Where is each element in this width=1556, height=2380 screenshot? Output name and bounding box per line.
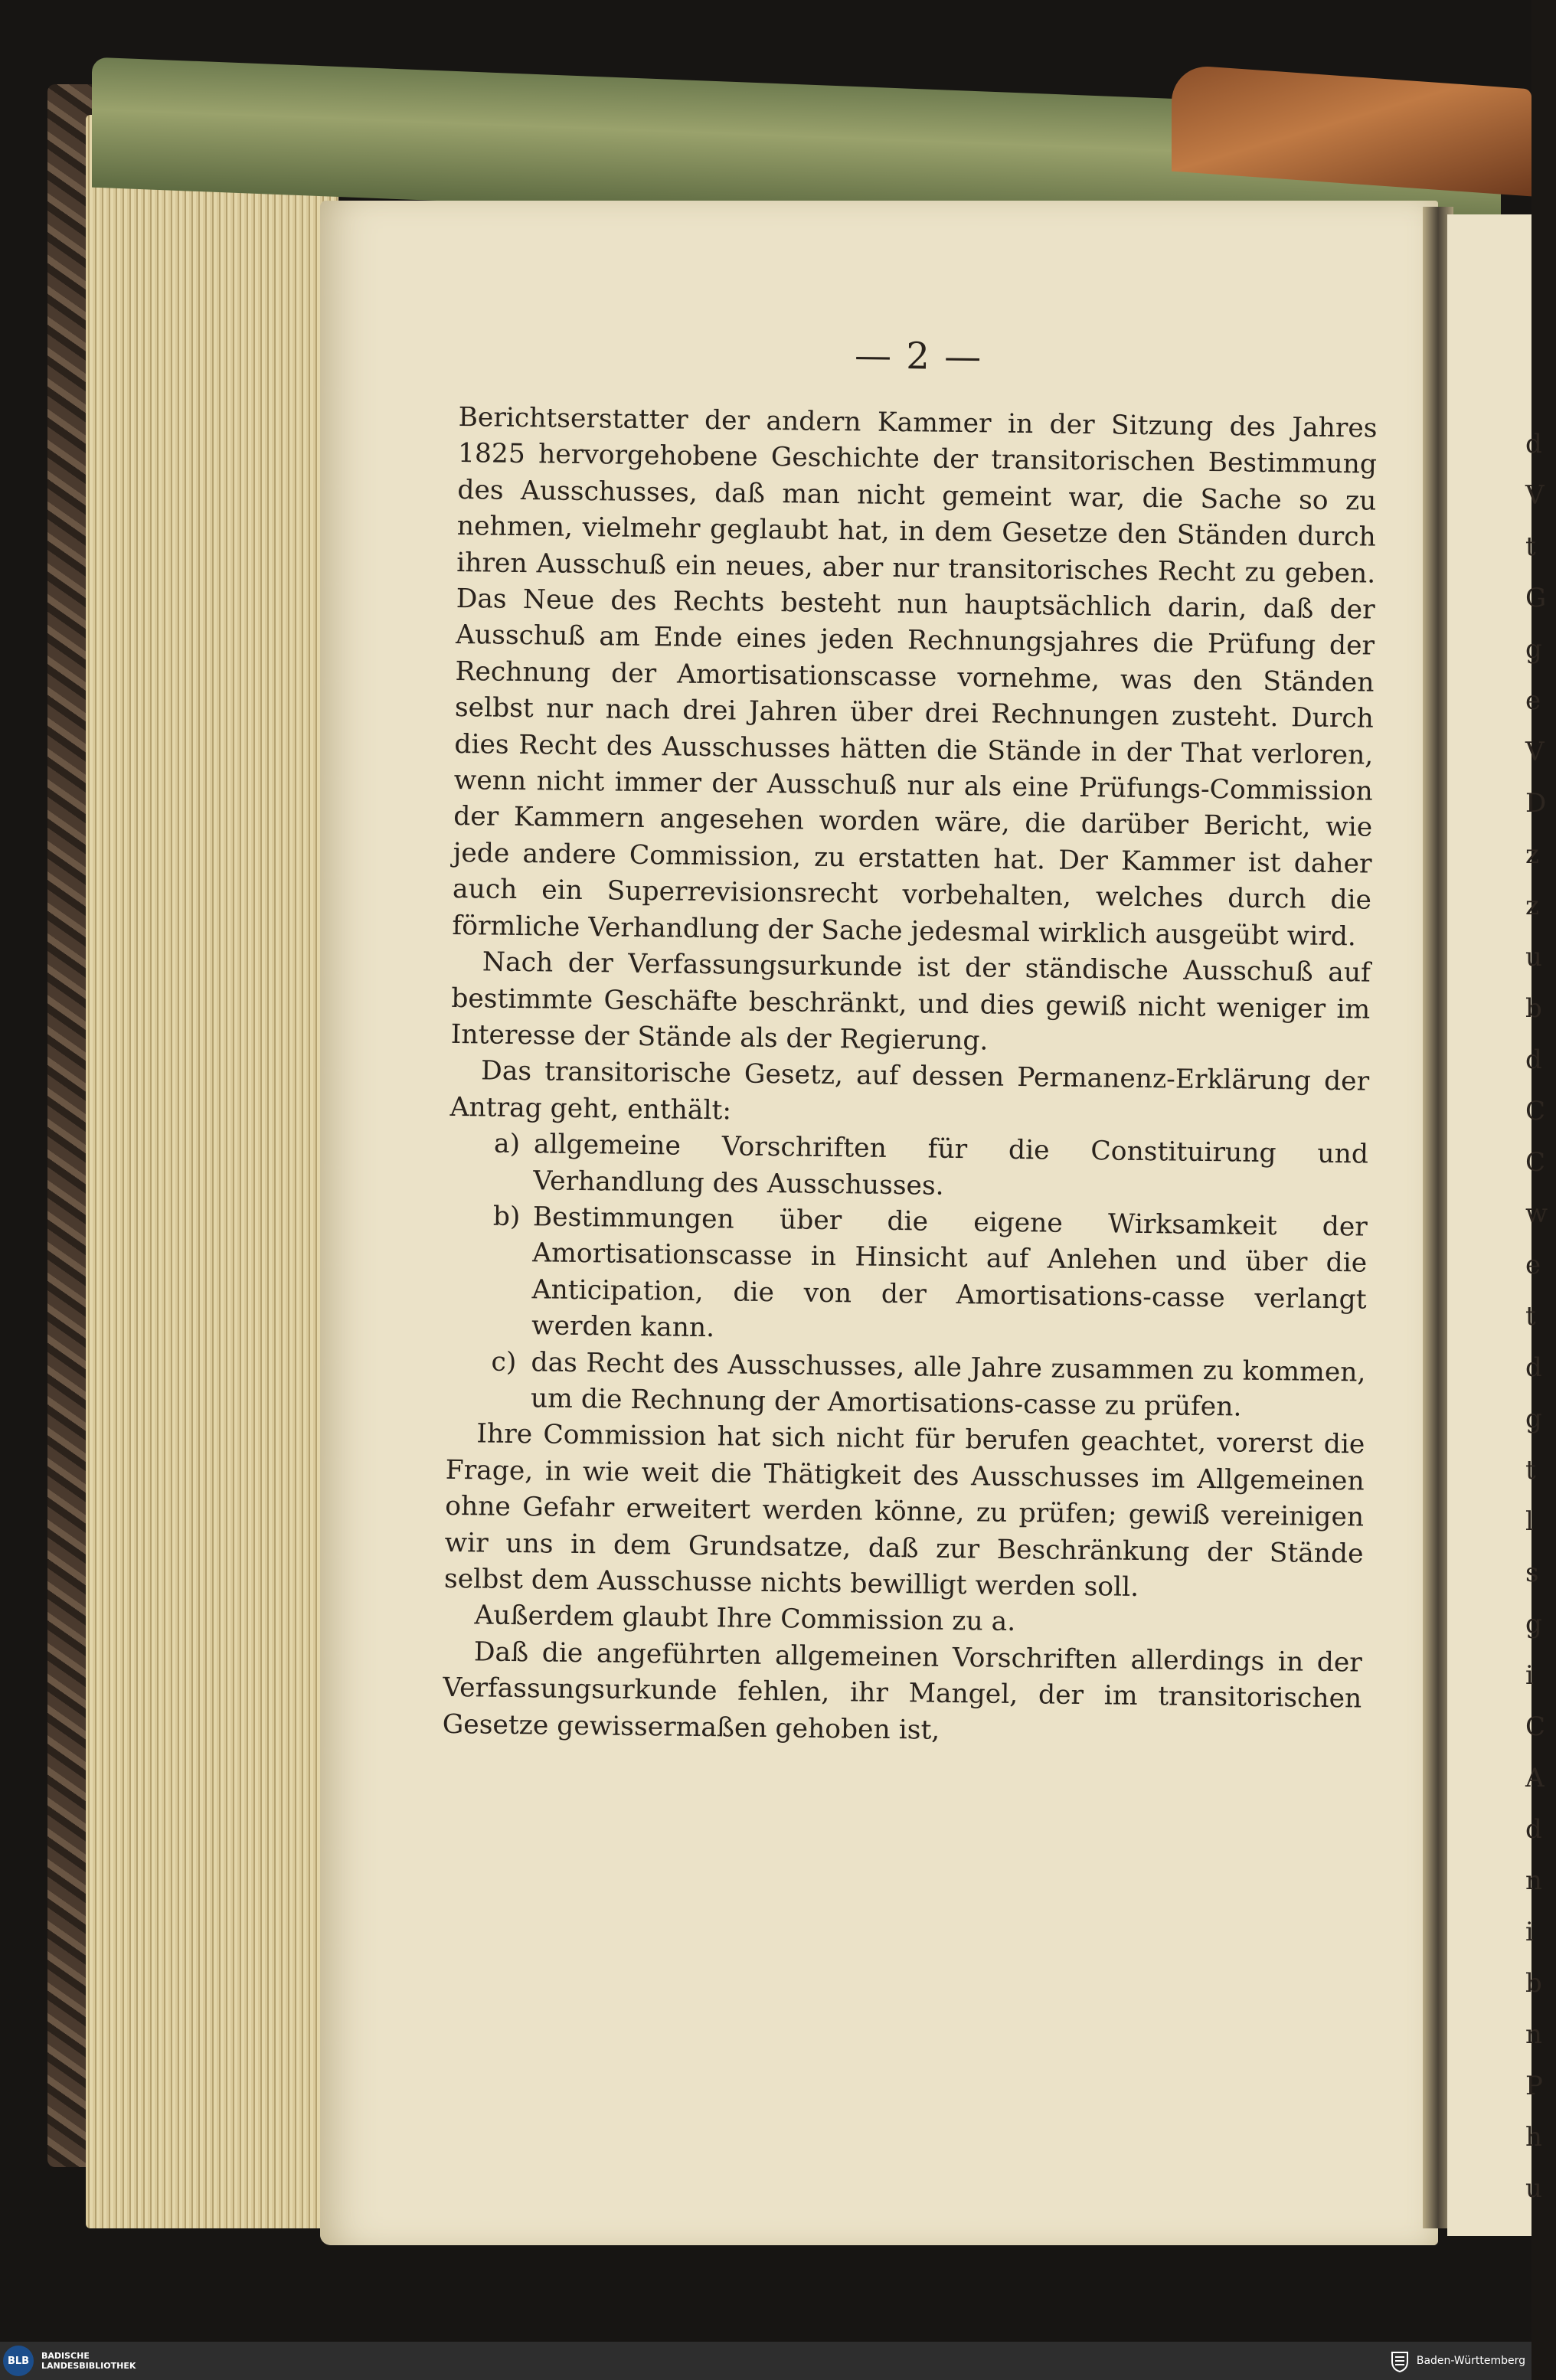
right-page-fragment: i [1525, 1917, 1534, 1947]
right-page-fragment: l [1525, 1506, 1534, 1537]
coat-of-arms-icon [1389, 2349, 1411, 2372]
right-page-fragment: d [1525, 1352, 1542, 1383]
page-text [442, 329, 1378, 1754]
list-item [449, 1126, 1368, 1209]
region-brand [1389, 2349, 1525, 2372]
right-page-fragment: g [1525, 1609, 1542, 1640]
right-page-fragment: D [1525, 788, 1547, 819]
library-brand [3, 2346, 136, 2376]
right-page-fragment: g [1525, 1404, 1542, 1434]
viewer-footer [0, 2342, 1531, 2380]
list-item-text: das Recht des Ausschusses, alle Jahre zusammen zu kommen, um die Rechnung der Amortisations-casse zu prüfen. [530, 1346, 1366, 1423]
list-item-label: a) [493, 1128, 521, 1160]
right-page-fragment: V [1525, 737, 1545, 767]
right-page-fragment: d [1525, 1814, 1542, 1845]
list-item-label: b) [492, 1201, 521, 1232]
right-page-fragment: b [1525, 993, 1542, 1024]
right-page-fragment: G [1525, 583, 1547, 613]
right-page-fragment: s [1525, 1558, 1539, 1588]
right-page-fragment: C [1525, 1096, 1546, 1126]
right-page-edge [1447, 214, 1531, 2236]
library-name-line1: BADISCHE [41, 2351, 90, 2361]
right-page-fragment: t [1525, 531, 1536, 562]
list-item [447, 1198, 1368, 1355]
right-page-fragment: g [1525, 634, 1542, 665]
right-page-fragment: d [1525, 1045, 1542, 1075]
right-page-fragment: h [1525, 2122, 1542, 2153]
right-page-fragment: z [1525, 891, 1539, 921]
region-name: Baden-Württemberg [1416, 2355, 1525, 2367]
right-page-fragment: C [1525, 1147, 1546, 1178]
right-page-fragment: d [1525, 429, 1542, 459]
right-page-fragment: u [1525, 942, 1542, 973]
paragraph: Ihre Commission hat sich nicht für berufen geachtet, vorerst die Frage, in wie weit die Thätigkeit des Ausschusses im Allgemeinen ohne Gefahr erweitert werden könne, zu prüfen; gewiß vereinigen wir uns in dem Grundsatze, daß zur Beschränkung der Stände selbst dem Ausschusse nichts bewilligt werden soll. [443, 1418, 1365, 1603]
paragraph: Nach der Verfassungsurkunde ist der ständische Ausschuß auf bestimmte Geschäfte beschränkt, und dies gewiß nicht weniger im Interesse der Stände als der Regierung. [450, 946, 1371, 1057]
right-page-fragment: A [1525, 1763, 1545, 1793]
right-page-fragment: V [1525, 480, 1545, 511]
list-item-label: c) [491, 1346, 517, 1378]
right-page-fragment: e [1525, 1250, 1541, 1280]
right-page-fragment: P [1525, 2071, 1543, 2101]
blb-logo-icon: BLB [3, 2346, 34, 2376]
paragraph: Daß die angeführten allgemeinen Vorschriften allerdings in der Verfassungsurkunde fehlen, ihr Mangel, der im transitorischen Gesetze gewissermaßen gehoben ist, [442, 1636, 1363, 1746]
paragraph: Außerdem glaubt Ihre Commission zu a. [474, 1600, 1016, 1638]
page-number: — 2 — [854, 334, 983, 379]
right-page-fragment: u [1525, 2173, 1542, 2204]
library-name [41, 2351, 136, 2371]
right-page-fragment: w [1525, 1198, 1548, 1229]
right-page-fragment: C [1525, 1711, 1546, 1742]
right-page-fragment: t [1525, 1455, 1536, 1486]
right-page-fragment: i [1525, 1660, 1534, 1691]
right-page-fragment: e [1525, 685, 1541, 716]
library-name-line2: LANDESBIBLIOTHEK [41, 2361, 136, 2371]
list-item [446, 1343, 1366, 1427]
paragraph: Das transitorische Gesetz, auf dessen Permanenz-Erklärung der Antrag geht, enthält: [449, 1055, 1370, 1126]
right-page-fragment: n [1525, 1865, 1542, 1896]
page-block-edges [86, 115, 338, 2228]
list-item-text: Bestimmungen über die eigene Wirksamkeit der Amortisationscasse in Hinsicht auf Anlehen und über die Anticipation, die von der Amortisations-casse verlangt werden kann. [531, 1201, 1368, 1344]
right-page-fragment: z [1525, 839, 1539, 870]
right-page-fragment: n [1525, 2019, 1542, 2050]
right-page-fragment: t [1525, 1301, 1536, 1332]
right-page-fragment: b [1525, 1968, 1542, 1999]
list-item-text: allgemeine Vorschriften für die Constituirung und Verhandlung des Ausschusses. [533, 1129, 1369, 1201]
paragraph: Berichtserstatter der andern Kammer in der Sitzung des Jahres 1825 hervorgehobene Geschichte der transitorischen Bestimmung des Ausschusses, daß man nicht gemeint war, die Sache so zu nehmen, vielmehr geglaubt hat, in dem Gesetze den Ständen durch ihren Ausschuß ein neues, aber nur transitorisches Recht zu geben. Das Neue des Rechts besteht nun hauptsächlich darin, daß der Ausschuß am Ende eines jeden Rechnungsjahres die Prüfung der Rechnung der Amortisationscasse vornehme, was den Ständen selbst nur nach drei Jahren über drei Rechnungen zusteht. Durch dies Recht des Ausschusses hätten die Stände in der That verloren, wenn nicht immer der Ausschuß nur als eine Prüfungs-Commission der Kammern angesehen worden wäre, die darüber Bericht, wie jede andere Commission, zu erstatten hat. Der Kammer ist daher auch ein Superrevisionsrecht vorbehalten, welches durch die förmliche Verhandlung der Sache jedesmal wirklich ausgeübt wird. [452, 401, 1378, 953]
